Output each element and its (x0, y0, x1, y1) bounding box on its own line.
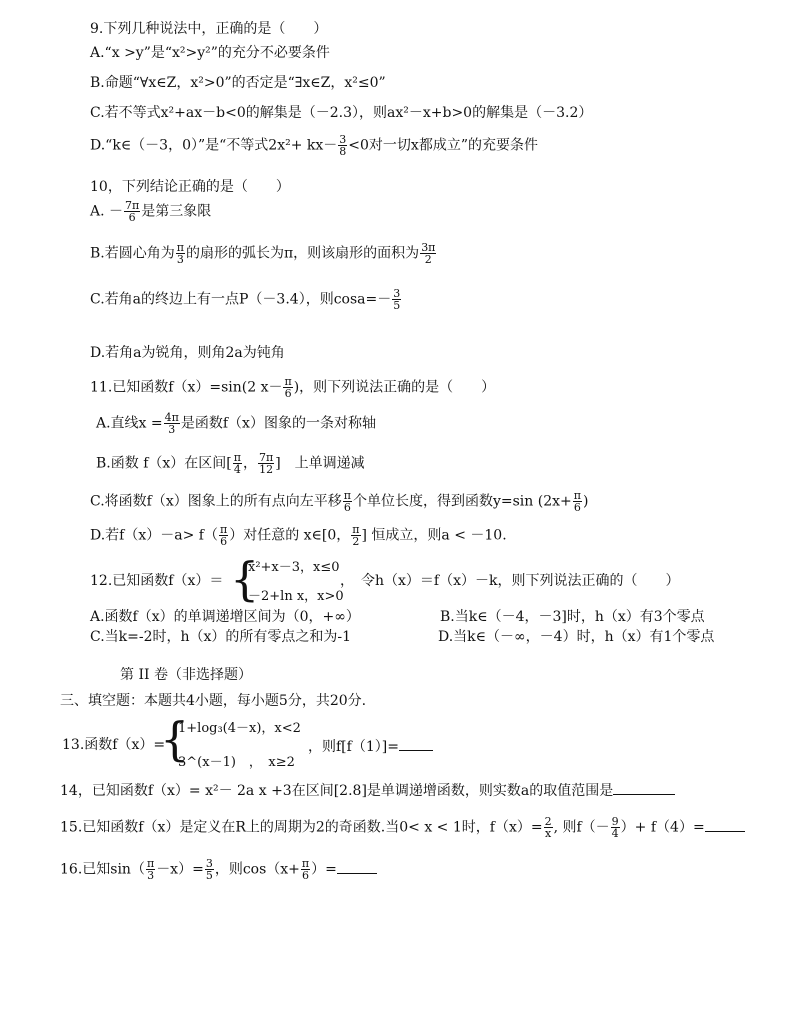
q10-option-b: B.若圆心角为 $\frac{\pi}{3}$ 的扇形的弧长为π，则该扇形的面积为 $\frac{3\pi}{2}$ (90, 241, 436, 266)
q9-option-a: A.“x >y”是“x²>y²”的充分不必要条件 (90, 45, 330, 61)
fraction: $\frac{7\pi}{12}$ (258, 451, 274, 476)
q9-option-c: C.若不等式x²+ax－b<0的解集是（－2.3），则ax²－x+b>0的解集是（－3.2） (90, 105, 593, 121)
fraction: $\frac{\pi}{3}$ (146, 857, 155, 882)
q12-option-b: B.当k∈（－4，－3]时，h（x）有3个零点 (440, 609, 705, 625)
fraction: $\frac{\pi}{3}$ (176, 241, 184, 266)
q11-option-d: D.若f（x）－a> f（ $\frac{\pi}{6}$ ）对任意的 x∈[0， $\frac{\pi}{2}$ ] 恒成立，则a < －10. (90, 523, 507, 548)
fraction: $\frac{\pi}{6}$ (573, 489, 581, 514)
fraction: $\frac{\pi}{6}$ (301, 857, 310, 882)
fraction: $\frac{3}{8}$ (339, 133, 347, 158)
q11-stem: 11.已知函数f（x）=sin(2 x－ $\frac{\pi}{6}$ )，则下列说法正确的是（ ） (90, 375, 496, 400)
q11-option-c: C.将函数f（x）图象上的所有点向左平移 $\frac{\pi}{6}$ 个单位长度，得到函数y=sin (2x+ $\frac{\pi}{6}$ ) (90, 489, 589, 514)
q15: 15.已知函数f（x）是定义在R上的周期为2的奇函数.当0< x < 1时，f（x）= $\frac{2}{x}$ , 则f（－ $\frac{9}{4}$ ）+ f（4）= (60, 816, 745, 839)
q13-suffix: ，则f[f（1）]= (308, 736, 433, 756)
q16: 16.已知sin（ $\frac{\pi}{3}$ －x）= $\frac{3}{5}$ ，则cos（x+ $\frac{\pi}{6}$ ）= (60, 858, 377, 881)
section-title: 第 II 卷（非选择题） (120, 667, 252, 683)
fraction: $\frac{9}{4}$ (611, 815, 619, 840)
fraction: $\frac{3\pi}{2}$ (421, 241, 436, 266)
q12-option-d: D.当k∈（－∞，－4）时，h（x）有1个零点 (438, 629, 715, 645)
q13-brace: { (160, 712, 190, 766)
q13-case-2: 3^(x－1) ， x≥2 (178, 755, 295, 770)
q9-stem: 9.下列几种说法中，正确的是（ ） (90, 21, 328, 37)
q12-stem-suffix: ， 令h（x）＝f（x）－k，则下列说法正确的（ ） (340, 573, 680, 589)
q10-option-d: D.若角a为锐角，则角2a为钝角 (90, 345, 285, 361)
q12-option-a: A.函数f（x）的单调递增区间为（0，+∞） (90, 609, 360, 625)
q9-option-b: B.命题“∀x∈Z，x²>0”的否定是“∃x∈Z，x²≤0” (90, 75, 386, 91)
q12-stem-prefix: 12.已知函数f（x）＝ (90, 573, 224, 589)
q10-option-c: C.若角a的终边上有一点P（－3.4），则cosa=－ $\frac{3}{5}$ (90, 287, 401, 312)
q12-brace: { (230, 552, 260, 606)
fraction: $\frac{\pi}{4}$ (233, 451, 241, 476)
q12-option-c: C.当k=-2时，h（x）的所有零点之和为-1 (90, 629, 352, 645)
fraction: $\frac{\pi}{2}$ (352, 523, 360, 548)
answer-blank[interactable] (399, 736, 433, 751)
fraction: $\frac{4\pi}{3}$ (164, 411, 179, 436)
fraction: $\frac{3}{5}$ (393, 287, 401, 312)
answer-blank[interactable] (337, 859, 377, 874)
fraction: $\frac{3}{5}$ (205, 857, 213, 882)
q10-stem: 10，下列结论正确的是（ ） (90, 179, 290, 195)
fraction: $\frac{\pi}{6}$ (343, 489, 351, 514)
fill-in-instructions: 三、填空题：本题共4小题，每小题5分，共20分. (60, 693, 367, 709)
q11-option-b: B.函数 f（x）在区间[ $\frac{\pi}{4}$ ， $\frac{7\pi}{12}$ ] 上单调递减 (96, 451, 365, 476)
q12-case-2: －2+ln x，x>0 (248, 589, 344, 604)
fraction: $\frac{\pi}{6}$ (284, 375, 292, 400)
fraction: $\frac{7\pi}{6}$ (125, 199, 140, 224)
q10-option-a: A. － $\frac{7\pi}{6}$ 是第三象限 (90, 199, 212, 224)
fraction: $\frac{2}{x}$ (544, 815, 552, 840)
answer-blank[interactable] (613, 780, 675, 795)
answer-blank[interactable] (705, 817, 745, 832)
q13-prefix: 13.函数f（x）= (62, 737, 166, 753)
q12-case-1: x²+x－3，x≤0 (248, 560, 340, 575)
q13-case-1: 1+log₃(4－x)，x<2 (178, 721, 301, 736)
q11-option-a: A.直线x = $\frac{4\pi}{3}$ 是函数f（x）图象的一条对称轴 (96, 411, 376, 436)
q14: 14，已知函数f（x）= x²－ 2a x +3在区间[2.8]是单调递增函数，则实数a的取值范围是 (60, 780, 675, 800)
fraction: $\frac{\pi}{6}$ (219, 523, 228, 548)
q9-option-d: D.“k∈（－3，0）”是“不等式2x²+ kx－ $\frac{3}{8}$ <0对一切x都成立”的充要条件 (90, 133, 538, 158)
